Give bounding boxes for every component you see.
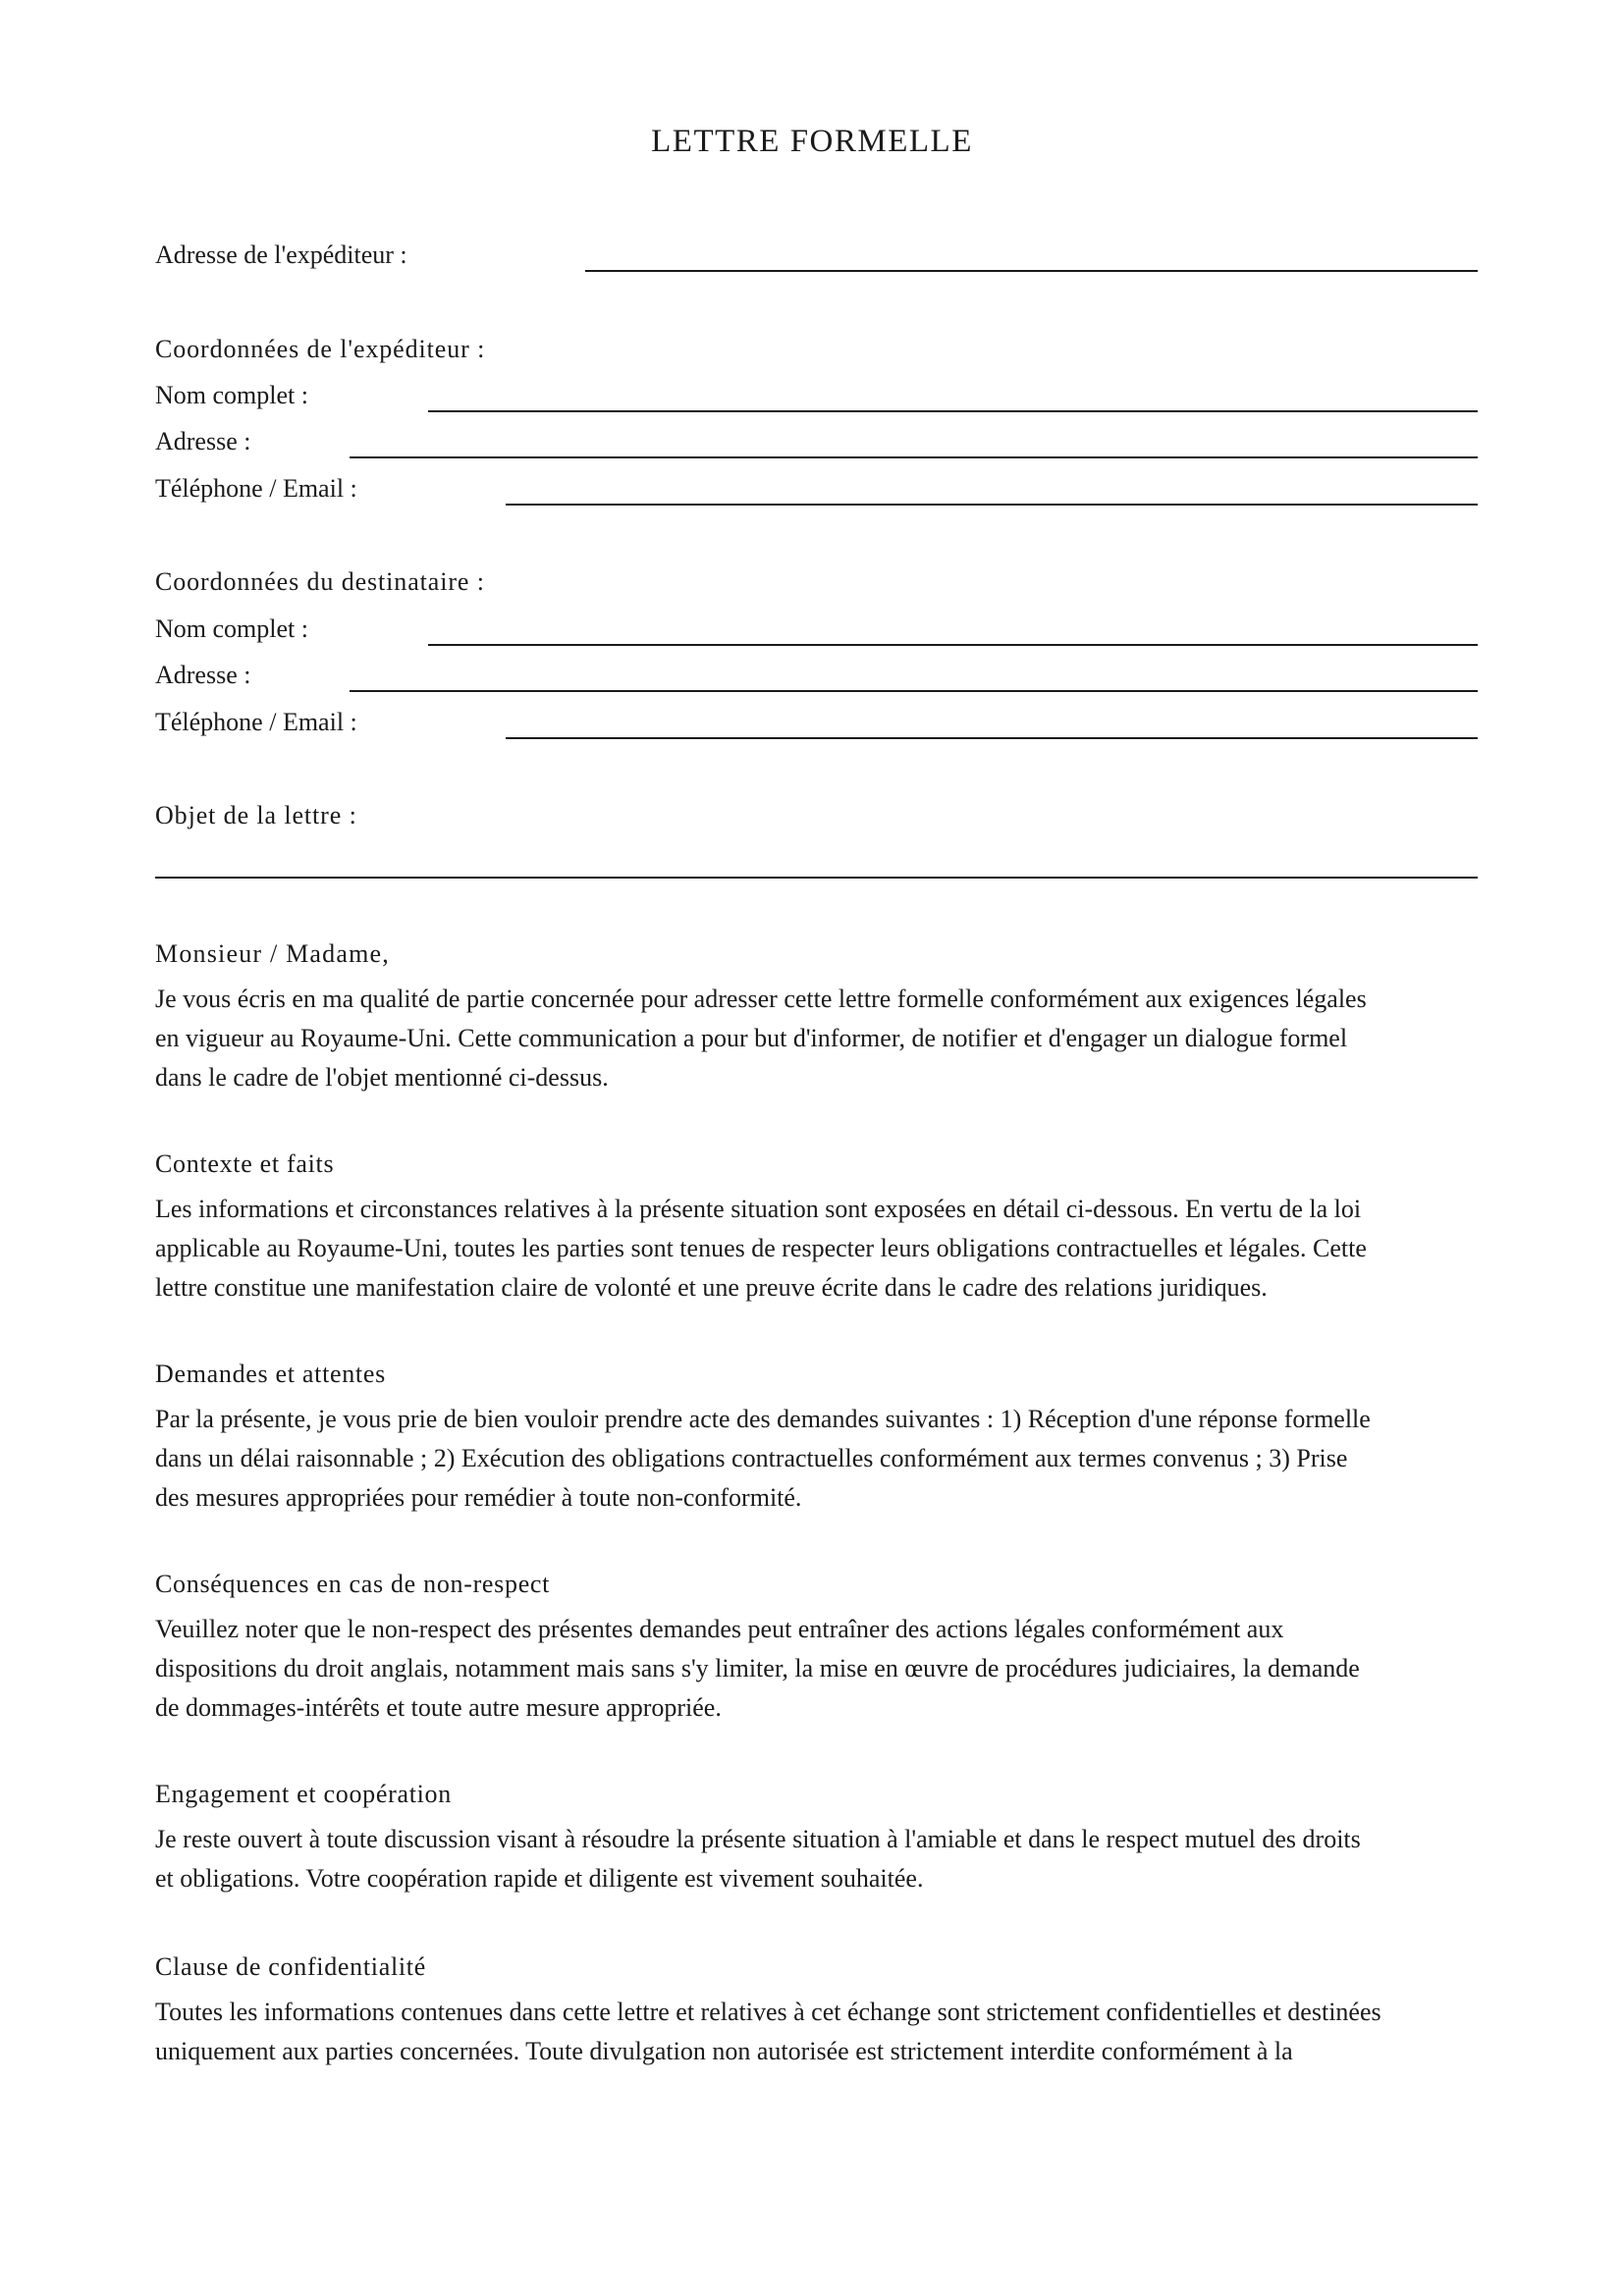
paragraph-line: Par la présente, je vous prie de bien vouloir prendre acte des demandes suivantes : 1) Réception d'une réponse formelle bbox=[155, 1405, 1371, 1433]
intro-line: Je vous écris en ma qualité de partie concernée pour adresser cette lettre formelle conformément aux exigences légales bbox=[155, 985, 1367, 1013]
section-heading-confidentiality: Clause de confidentialité bbox=[155, 1952, 426, 1981]
paragraph-line: des mesures appropriées pour remédier à toute non-conformité. bbox=[155, 1483, 802, 1512]
sender-name-label: Nom complet : bbox=[155, 381, 308, 409]
section-paragraph-requests bbox=[155, 1400, 1481, 1518]
letter-title: LETTRE FORMELLE bbox=[651, 124, 973, 159]
section-paragraph-consequences bbox=[155, 1610, 1481, 1728]
paragraph-line: Je reste ouvert à toute discussion visant à résoudre la présente situation à l'amiable et dans le respect mutuel des droits bbox=[155, 1825, 1361, 1853]
intro-line: dans le cadre de l'objet mentionné ci-dessus. bbox=[155, 1063, 609, 1092]
section-heading-consequences: Conséquences en cas de non-respect bbox=[155, 1570, 551, 1598]
paragraph-line: Veuillez noter que le non-respect des présentes demandes peut entraîner des actions légales conformément aux bbox=[155, 1615, 1284, 1643]
sender-address-line-label: Adresse : bbox=[155, 427, 251, 455]
paragraph-line: dans un délai raisonnable ; 2) Exécution des obligations contractuelles conformément aux termes convenus ; 3) Prise bbox=[155, 1444, 1348, 1472]
sender-name-field[interactable] bbox=[428, 410, 1478, 412]
recipient-contact-field[interactable] bbox=[506, 737, 1478, 739]
sender-address-field[interactable] bbox=[585, 270, 1478, 272]
paragraph-line: de dommages-intérêts et toute autre mesure appropriée. bbox=[155, 1693, 722, 1722]
section-paragraph-confidentiality bbox=[155, 1993, 1481, 2071]
sender-address-label: Adresse de l'expéditeur : bbox=[155, 240, 407, 269]
intro-line: en vigueur au Royaume-Uni. Cette communication a pour but d'informer, de notifier et d'engager un dialogue formel bbox=[155, 1024, 1348, 1052]
section-paragraph-context bbox=[155, 1190, 1481, 1308]
section-heading-requests: Demandes et attentes bbox=[155, 1360, 386, 1388]
paragraph-line: Les informations et circonstances relatives à la présente situation sont exposées en détail ci-dessous. En vertu de la loi bbox=[155, 1195, 1362, 1223]
recipient-address-label: Adresse : bbox=[155, 661, 251, 689]
sender-contact-label: Téléphone / Email : bbox=[155, 474, 357, 503]
paragraph-line: applicable au Royaume-Uni, toutes les parties sont tenues de respecter leurs obligations contractuelles et légales. Cette bbox=[155, 1234, 1367, 1262]
sender-contact-field[interactable] bbox=[506, 504, 1478, 506]
paragraph-line: dispositions du droit anglais, notamment mais sans s'y limiter, la mise en œuvre de procédures judiciaires, la demande bbox=[155, 1654, 1360, 1682]
paragraph-line: lettre constitue une manifestation claire de volonté et une preuve écrite dans le cadre des relations juridiques. bbox=[155, 1273, 1268, 1302]
recipient-name-label: Nom complet : bbox=[155, 614, 308, 643]
section-paragraph-engagement bbox=[155, 1820, 1481, 1898]
section-heading-engagement: Engagement et coopération bbox=[155, 1780, 452, 1808]
salutation: Monsieur / Madame, bbox=[155, 939, 390, 968]
recipient-heading: Coordonnées du destinataire : bbox=[155, 567, 485, 596]
subject-label: Objet de la lettre : bbox=[155, 801, 357, 829]
intro-paragraph bbox=[155, 980, 1481, 1097]
paragraph-line: Toutes les informations contenues dans cette lettre et relatives à cet échange sont strictement confidentielles et destinées bbox=[155, 1998, 1381, 2026]
subject-field[interactable] bbox=[155, 877, 1478, 879]
sender-heading: Coordonnées de l'expéditeur : bbox=[155, 335, 486, 363]
recipient-address-field[interactable] bbox=[350, 690, 1478, 692]
paragraph-line: et obligations. Votre coopération rapide et diligente est vivement souhaitée. bbox=[155, 1864, 924, 1893]
sender-address-line-field[interactable] bbox=[350, 456, 1478, 458]
recipient-name-field[interactable] bbox=[428, 644, 1478, 646]
paragraph-line: uniquement aux parties concernées. Toute divulgation non autorisée est strictement interdite conformément à la bbox=[155, 2037, 1293, 2065]
section-heading-context: Contexte et faits bbox=[155, 1149, 335, 1178]
recipient-contact-label: Téléphone / Email : bbox=[155, 708, 357, 736]
